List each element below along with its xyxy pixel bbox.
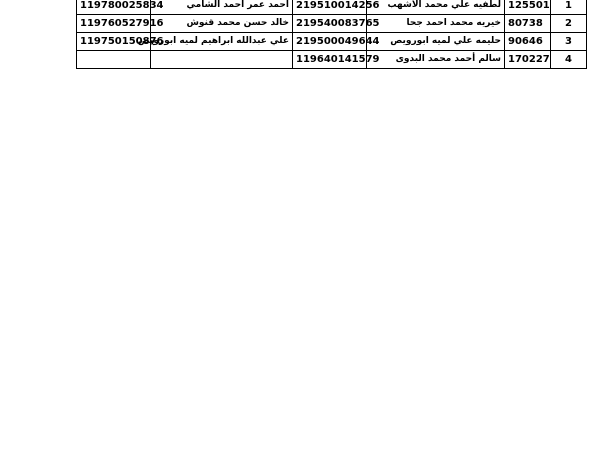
- table-row: [77, 0, 587, 15]
- id-mid-cell: 219500049644: [293, 33, 367, 51]
- code-cell: 90646: [505, 33, 551, 51]
- code-cell: 125501: [505, 0, 551, 15]
- id-left-cell: 119760527916: [77, 15, 151, 33]
- id-left-cell: 119750150876: [77, 33, 151, 51]
- id-left-cell: [77, 51, 151, 69]
- index-cell: 3: [551, 33, 587, 51]
- index-cell: 2: [551, 15, 587, 33]
- index-cell: 4: [551, 51, 587, 69]
- code-cell: 170227: [505, 51, 551, 69]
- name-right-cell: حليمه علي لميه ابورويص: [367, 33, 505, 51]
- table-row: [77, 15, 587, 33]
- name-left-cell: أحمد عمر احمد الشامي: [151, 0, 293, 15]
- table-row: [77, 51, 587, 69]
- name-left-cell: [151, 51, 293, 69]
- records-table: [76, 0, 587, 69]
- id-mid-cell: 119640141579: [293, 51, 367, 69]
- code-cell: 80738: [505, 15, 551, 33]
- name-right-cell: خيريه محمد احمد جحا: [367, 15, 505, 33]
- table-row: [77, 33, 587, 51]
- name-left-cell: علي عبدالله ابراهيم لميه ابورويص: [151, 33, 293, 51]
- name-right-cell: سالم أحمد محمد البدوى: [367, 51, 505, 69]
- id-mid-cell: 219540083765: [293, 15, 367, 33]
- index-cell: 1: [551, 0, 587, 15]
- name-right-cell: لطفيه علي محمد الاشهب: [367, 0, 505, 15]
- id-mid-cell: 219510014256: [293, 0, 367, 15]
- id-left-cell: 119780025834: [77, 0, 151, 15]
- name-left-cell: خالد حسن محمد قنوش: [151, 15, 293, 33]
